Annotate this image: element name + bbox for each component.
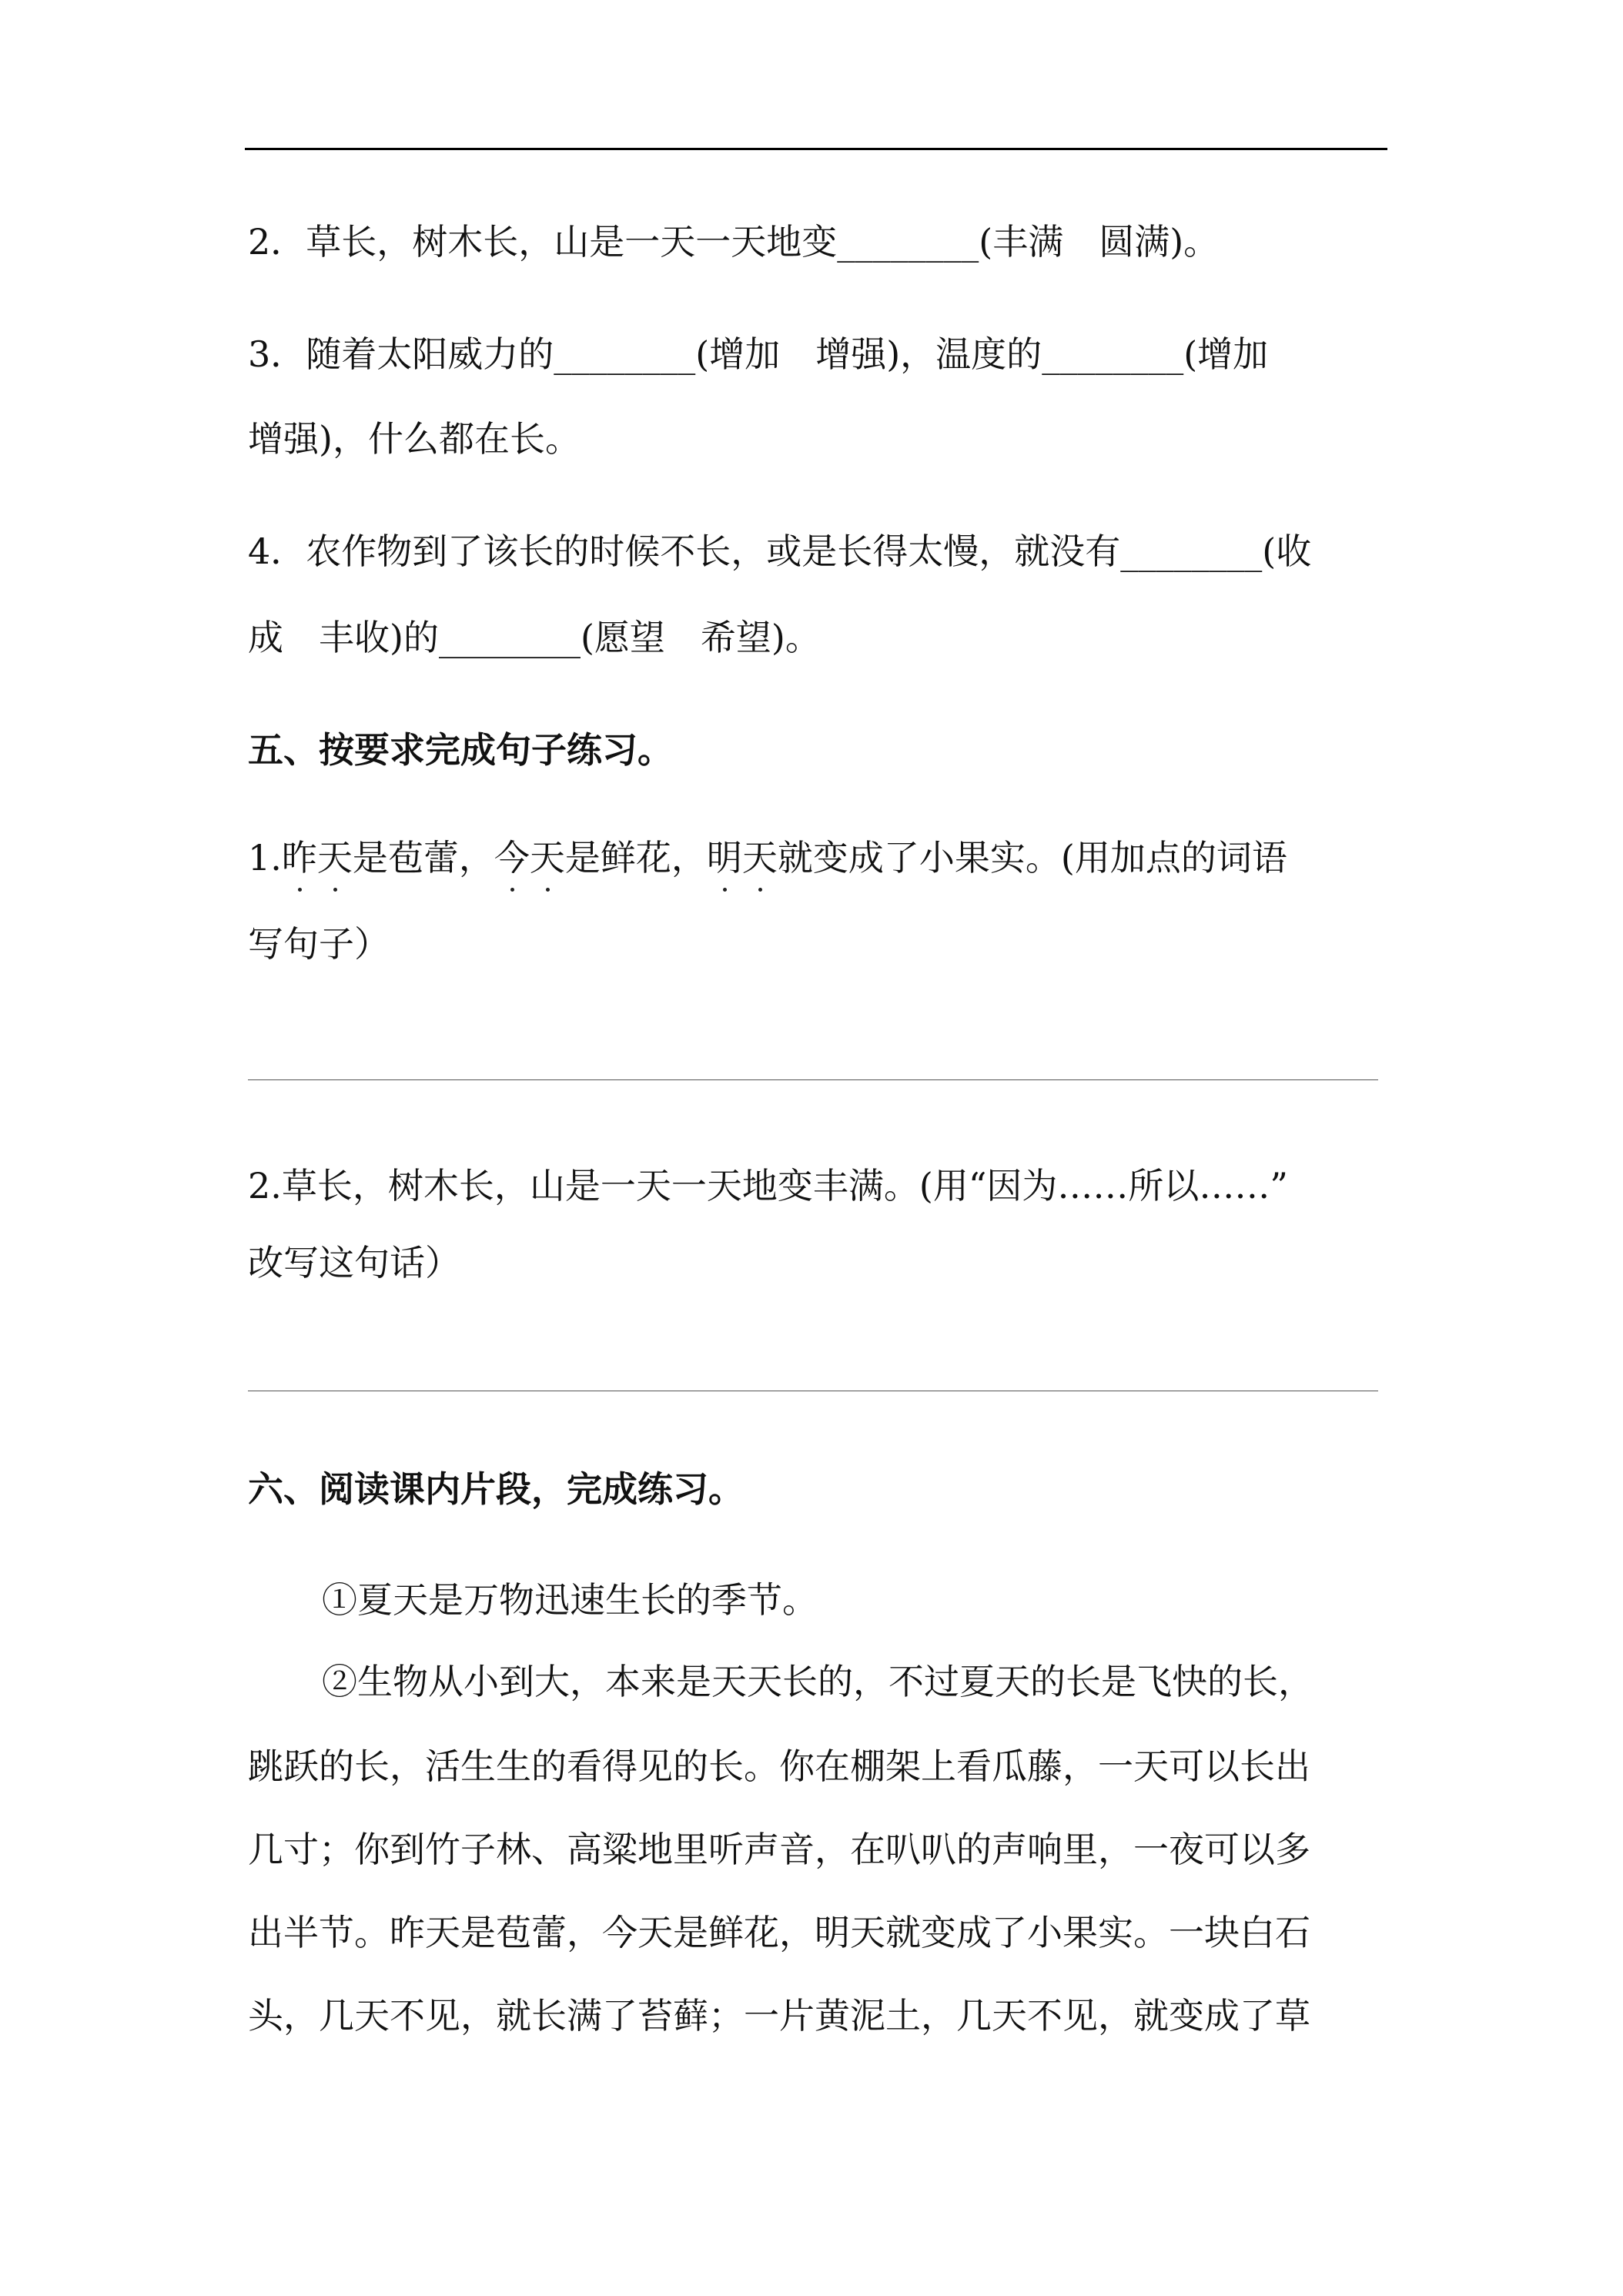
s5-item2-line-2: 改写这句话） — [248, 1242, 460, 1284]
s5-item1-seg3: 就变成了小果实。(用加点的词语 — [777, 837, 1287, 879]
s6-para2-line: ②生物从小到大，本来是天天长的，不过夏天的长是飞快的长， — [322, 1661, 1313, 1702]
q2-text-post: (丰满 圆满)。 — [979, 221, 1220, 263]
dot-char: 天 — [317, 835, 353, 881]
answer-line-1[interactable] — [248, 1079, 1378, 1080]
q3-blank-1: ________ — [554, 333, 696, 375]
q4-line-1 — [248, 528, 1387, 574]
q2-blank: ________ — [837, 221, 979, 263]
q4-line-2 — [248, 614, 1387, 661]
q4-text-d: (愿望 希望)。 — [580, 617, 821, 658]
q3-line-2: 增强)，什么都在长。 — [248, 418, 581, 460]
s5-item1-seg1: 是苞蕾， — [352, 837, 494, 879]
q3-line-1 — [248, 331, 1387, 377]
section5-heading: 五、按要求完成句子练习。 — [248, 729, 673, 771]
s5-item1-line-1 — [248, 835, 1387, 881]
dot-char: 明 — [707, 835, 742, 881]
s5-item1-prefix: 1. — [248, 837, 282, 879]
q3-text-c: (增加 — [1183, 333, 1269, 375]
dot-char: 昨 — [282, 835, 317, 881]
q4-blank-2: ________ — [438, 617, 581, 658]
q4-text-b: (收 — [1262, 530, 1312, 572]
s5-item2-line-1: 2.草长，树木长，山是一天一天地变丰满。(用“因为……所以……” — [248, 1165, 1288, 1207]
q4-blank-1: ________ — [1120, 530, 1263, 572]
s6-para1: ①夏天是万物迅速生长的季节。 — [322, 1579, 818, 1621]
s6-para2-line: 出半节。昨天是苞蕾，今天是鲜花，明天就变成了小果实。一块白石 — [248, 1912, 1310, 1953]
q3-text-a: 3．随着太阳威力的 — [248, 333, 554, 375]
s6-para2-line: 头，几天不见，就长满了苔藓；一片黄泥土，几天不见，就变成了草 — [248, 1995, 1310, 2037]
q2-text-pre: 2．草长，树木长，山是一天一天地变 — [248, 221, 838, 263]
top-rule — [245, 148, 1387, 150]
dot-char: 天 — [530, 835, 565, 881]
s6-para2-line: 跳跃的长，活生生的看得见的长。你在棚架上看瓜藤，一天可以长出 — [248, 1745, 1310, 1787]
q3-text-b: (增加 增强)，温度的 — [695, 333, 1042, 375]
s5-item1-seg2: 是鲜花， — [564, 837, 707, 879]
q3-blank-2: ________ — [1042, 333, 1184, 375]
s6-para2-line: 几寸；你到竹子林、高粱地里听声音，在叭叭的声响里，一夜可以多 — [248, 1829, 1310, 1870]
dot-char: 天 — [742, 835, 778, 881]
dot-char: 今 — [494, 835, 530, 881]
s5-item1-line-2: 写句子） — [248, 923, 390, 965]
q4-text-a: 4．农作物到了该长的时候不长，或是长得太慢，就没有 — [248, 530, 1121, 572]
q2-line — [248, 219, 1387, 265]
section6-heading: 六、阅读课内片段，完成练习。 — [248, 1468, 744, 1510]
q4-text-c: 成 丰收)的 — [248, 617, 439, 658]
